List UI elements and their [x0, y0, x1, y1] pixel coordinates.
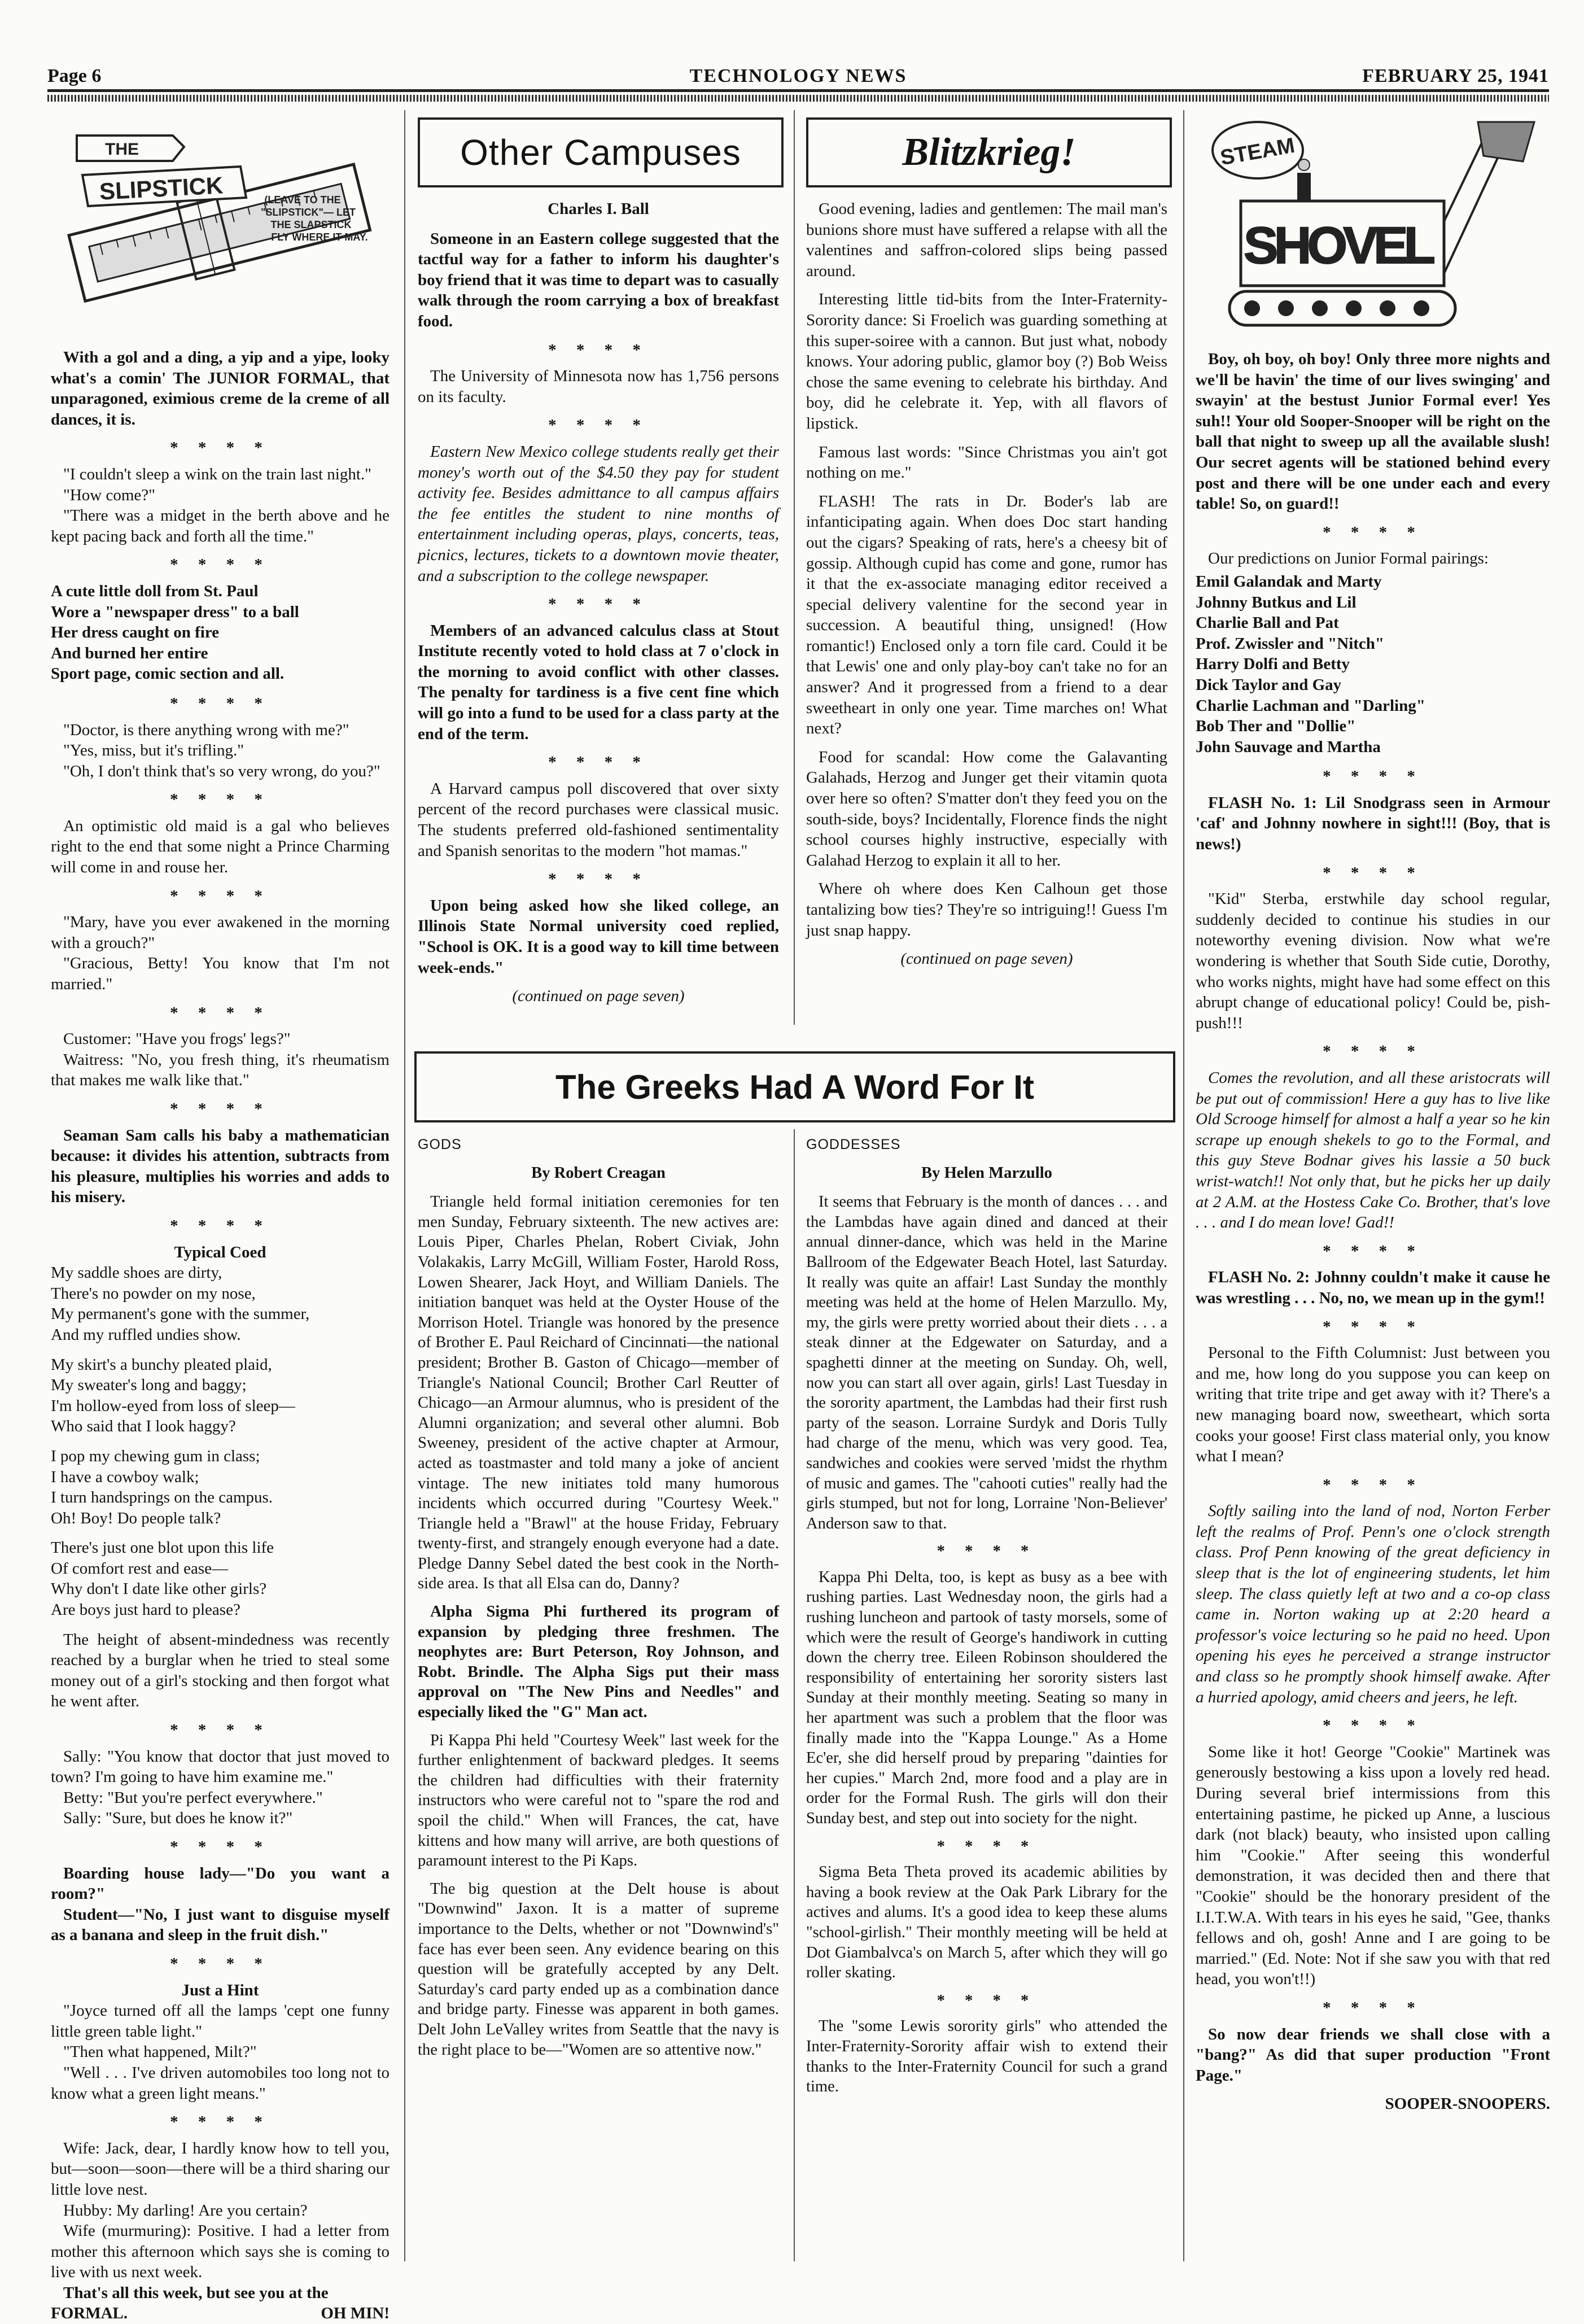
- joke: "Well . . . I've driven automobiles too long not to know what a green light means.": [51, 2063, 390, 2103]
- verse-line: Of comfort rest and ease—: [51, 1559, 229, 1578]
- separator-stars: * * * *: [170, 790, 270, 809]
- pairing: Dick Taylor and Gay: [1196, 675, 1342, 694]
- verse-line: A cute little doll from St. Paul: [51, 582, 259, 600]
- joke: "Doctor, is there anything wrong with me?": [63, 720, 349, 739]
- gossip-item: Our predictions on Junior Formal pairings:: [1208, 549, 1489, 568]
- joke: Betty: "But you're perfect everywhere.": [63, 1788, 323, 1807]
- goddesses-column: [806, 1135, 1167, 2105]
- news-item: The University of Minnesota now has 1,756 persons on its faculty.: [418, 367, 779, 406]
- verse-line: And burned her entire: [51, 644, 208, 662]
- other-campuses-title-box: [418, 117, 784, 187]
- column-divider: [404, 110, 405, 2261]
- slipstick-column: [51, 347, 390, 2324]
- gossip-item: FLASH No. 1: Lil Snodgrass seen in Armour 'caf' and Johnny nowhere in sight!!! (Boy, that is news!): [1196, 793, 1550, 854]
- separator-stars: * * * *: [548, 595, 649, 614]
- continuation-note: (continued on page seven): [900, 950, 1073, 968]
- separator-stars: * * * *: [1323, 1242, 1423, 1260]
- header-hatch-rule: [47, 95, 1549, 102]
- footer-left: FORMAL.: [51, 2304, 128, 2323]
- gossip-item: Famous last words: "Since Christmas you ain't got nothing on me.": [806, 443, 1167, 482]
- gods-column: [418, 1135, 779, 2068]
- byline: Charles I. Ball: [548, 200, 649, 218]
- verse-line: My saddle shoes are dirty,: [51, 1264, 222, 1282]
- joke: "Yes, miss, but it's trifling.": [63, 741, 244, 760]
- verse-line: Wore a "newspaper dress" to a ball: [51, 602, 299, 621]
- issue-date: FEBRUARY 25, 1941: [1362, 65, 1549, 86]
- poem-stanza: [51, 1446, 390, 1528]
- verse-line: My permanent's gone with the summer,: [51, 1305, 310, 1323]
- gossip-item: Softly sailing into the land of nod, Norton Ferber left the realms of Prof. Penn's one o'clock strength class. Prof Penn knowing of the great deficiency in sleep that is the lot of engineering students, let him sleep. The class quietly left at two and a co-op class came in. Norton waking up at 2:20 heard a professor's voice lecturing so he paid no heed. Upon opening his eyes he perceived a strange instructor and class so he promptly shook himself awake. After a hurried apology, amid cheers and jeers, he left.: [1196, 1502, 1550, 1706]
- column-divider: [794, 110, 795, 1025]
- separator-stars: * * * *: [937, 1837, 1037, 1855]
- sorority-news: Kappa Phi Delta, too, is kept as busy as a bee with rushing parties. Last Wednesday noon, the girls had a rushing luncheon and partook of tasty morsels, some of which were the result of George's handiwork in cutting down the cherry tree. Eileen Robinson shouldered the responsibility of entertaining her sorority sisters last Sunday at their monthly meeting. Seating so many in her apartment was such a problem that the floor was finally made into the "Kappa Lounge." As a Home Ec'er, she did herself proud by preparing "dainties for her cupies." March 2nd, more food and a play are in order for the Formal Rush. The girls will don their Sunday best, and step out into society for the night.: [806, 1568, 1167, 1827]
- sign-off: That's all this week, but see you at the: [63, 2283, 329, 2302]
- subsection-heading: GODS: [418, 1137, 462, 1152]
- separator-stars: * * * *: [170, 556, 270, 574]
- steam-shovel-logo: [1196, 111, 1546, 342]
- separator-stars: * * * *: [1323, 767, 1423, 786]
- separator-stars: * * * *: [1323, 1475, 1423, 1494]
- separator-stars: * * * *: [1323, 1998, 1423, 2017]
- pairing: Johnny Butkus and Lil: [1196, 593, 1357, 611]
- sorority-news: Sigma Beta Theta proved its academic abilities by having a book review at the Oak Park Library for the actives and alums. It's a good idea to keep these alums "school-girlish." Their monthly meeting will be held at Dot Giambalvca's on March 5, after which they will go roller skating.: [806, 1863, 1167, 1982]
- separator-stars: * * * *: [170, 1003, 270, 1022]
- blitzkrieg-title-box: [806, 117, 1172, 187]
- joke-title: Just a Hint: [181, 1981, 259, 1999]
- steam-shovel-column: [1196, 349, 1550, 2115]
- pairing: Harry Dolfi and Betty: [1196, 655, 1350, 674]
- separator-stars: * * * *: [170, 1721, 270, 1740]
- joke: Sally: "You know that doctor that just moved to town? I'm going to have him examine me.": [51, 1747, 390, 1786]
- separator-stars: * * * *: [170, 1954, 270, 1973]
- greeks-title-box: [414, 1051, 1175, 1122]
- pairing: Prof. Zwissler and "Nitch": [1196, 634, 1385, 653]
- verse-line: And my ruffled undies show.: [51, 1325, 241, 1344]
- verse-line: Sport page, comic section and all.: [51, 665, 285, 683]
- gossip-item: FLASH! The rats in Dr. Boder's lab are infanticipating again. When does Doc start handing out the cigars? Speaking of rats, here's a cheesy bit of gossip. Although cupid has come and gone, rumor has it that the ex-associate managing editor received a special delivery valentine for the second year in succession. A beautiful thing, unsigned! (How romantic!) Enclosed only a torn file card. Could it be that Lewis' one and only play-boy can't take no for an answer? And it progressed from a friend to a dear sweetheart in only one year. Time marches on! What next?: [806, 492, 1167, 738]
- separator-stars: * * * *: [170, 886, 270, 905]
- slipstick-logo: [54, 113, 393, 339]
- sorority-news: It seems that February is the month of dances . . . and the Lambdas have again dined and danced at their annual dinner-dance, which was held in the Marine Ballroom of the Edgewater Beach Hotel, last Saturday. It really was quite an affair! Last Sunday the monthly meeting was held at the home of Helen Marzullo. My, my, the girls were pretty worried about their diets . . . a steak dinner at the Edgewater on Saturday, and a spaghetti dinner at the meeting on Sunday. Oh, well, now you can start all over again, girls! Last Tuesday in the sorority apartment, the Lambdas had their first rush party of the season. Lorraine Surdyk and Doris Tully had charge of the menu, which was very good. Tea, sandwiches and cookies were served 'midst the rhythm of music and games. The "cahooti cuties" really had the girls stumped, but not for long, Lorraine 'Non-Believer' Anderson saw to that.: [806, 1193, 1167, 1532]
- news-item: Eastern New Mexico college students really get their money's worth out of the $4.50 they pay for student activity fee. Besides admittance to all campus affairs the fee entitles the student to nine months of entertainment including operas, plays, concerts, teas, picnics, lectures, tickets to a downtown movie theater, and a subscription to the college newspaper.: [418, 442, 779, 585]
- verse-line: Who said that I look haggy?: [51, 1417, 236, 1436]
- pairing: Charlie Ball and Pat: [1196, 614, 1339, 632]
- verse-line: I pop my chewing gum in class;: [51, 1447, 260, 1465]
- separator-stars: * * * *: [1323, 1317, 1423, 1336]
- gossip-item: FLASH No. 2: Johnny couldn't make it cause he was wrestling . . . No, no, we mean up in the gym!!: [1196, 1268, 1550, 1307]
- other-campuses-column: [418, 199, 779, 1007]
- separator-stars: * * * *: [548, 340, 649, 359]
- joke: The height of absent-mindedness was recently reached by a burglar when he tried to steal some money out of a girl's stocking and then forgot what he went after.: [51, 1630, 390, 1711]
- gossip-item: So now dear friends we shall close with a "bang?" As did that super production "Front Page.": [1196, 2025, 1550, 2085]
- gossip-item: Comes the revolution, and all these aristocrats will be put out of commission! Here a guy has to live like Old Scrooge himself for almost a half a year so he kin scrape up enough shekels to go to the Formal, and this guy Steve Bodnar gives his lassie a 50 buck wrist-watch!! Not only that, but he picks her up daily at 2 A.M. at the Hostess Cake Co. Brother, that's love . . . and I do mean love! Gad!!: [1196, 1069, 1550, 1232]
- separator-stars: * * * *: [170, 2113, 270, 2131]
- pairing: Bob Ther and "Dollie": [1196, 717, 1356, 736]
- verse-line: I turn handsprings on the campus.: [51, 1488, 273, 1507]
- gossip-item: Some like it hot! George "Cookie" Martinek was generously bestowing a kiss upon a lovely red head. During several brief intermissions from this entertaining pastime, he picked up Anne, a luscious dark (not black) beauty, who insisted upon calling him "Cookie." After seeing this wonderful demonstration, it was decided then and there that "Cookie" should be the honorary president of the I.I.T.W.A. With tears in his eyes he said, "Gee, thanks fellows and oh, gosh! Anne and I are going to be married." (Ed. Note: Not if she saw you with that red head, you won't!!): [1196, 1742, 1550, 1989]
- pairings-list: [1196, 571, 1550, 757]
- separator-stars: * * * *: [548, 753, 649, 772]
- verse-line: I'm hollow-eyed from loss of sleep—: [51, 1396, 295, 1415]
- svg-text:THE: THE: [105, 140, 139, 159]
- verse-line: There's no powder on my nose,: [51, 1284, 256, 1303]
- poem-stanza: [51, 1355, 390, 1437]
- poem-stanza: [51, 1263, 390, 1345]
- column-divider: [1183, 110, 1184, 2261]
- svg-text:SHOVEL: SHOVEL: [1244, 217, 1436, 274]
- separator-stars: * * * *: [1323, 863, 1423, 882]
- fraternity-news: The big question at the Delt house is about "Downwind" Jaxon. It is a matter of supreme importance to the Delts, whether or not "Downwind's" face has ever been seen. Any evidence bearing on this question will be gratefully accepted by any Delt. Saturday's card party ended up as a combination dance and bridge party. Finesse was apparent in both games. Delt John LeValley writes from Seattle that the navy is the right place to be—"Women are so attentive now.": [418, 1880, 779, 2059]
- joke: Customer: "Have you frogs' legs?": [63, 1030, 291, 1049]
- verse-line: Why don't I date like other girls?: [51, 1580, 267, 1598]
- gossip-item: Interesting little tid-bits from the Inter-Fraternity-Sorority dance: Si Froelich was guarding something at this super-soiree with a cannon. But just what, nobody knows. Your adoring public, glamor boy (?) Bob Weiss chose the same evening to celebrate his birthday. And boy, did he celebrate it. Yep, with all flavors of lipstick.: [806, 290, 1167, 433]
- section-title: The Greeks Had A Word For It: [555, 1068, 1034, 1106]
- joke: "Joyce turned off all the lamps 'cept one funny little green table light.": [51, 2002, 390, 2041]
- svg-text:THE SLAPSTICK: THE SLAPSTICK: [270, 219, 352, 230]
- joke: "Mary, have you ever awakened in the morning with a grouch?": [51, 913, 390, 952]
- news-item: Members of an advanced calculus class at Stout Institute recently voted to hold class at 7 o'clock in the morning to avoid conflict with other classes. The penalty for tardiness is a five cent fine which will go into a fund to be used for a class party at the end of the term.: [418, 621, 779, 743]
- pairing: Charlie Lachman and "Darling": [1196, 696, 1425, 715]
- byline: By Helen Marzullo: [921, 1164, 1052, 1182]
- separator-stars: * * * *: [1323, 1716, 1423, 1735]
- news-item: Someone in an Eastern college suggested that the tactful way for a father to inform his daughter's boy friend that it was time to depart was to casually walk through the room carrying a box of breakfast food.: [418, 229, 779, 330]
- continuation-note: (continued on page seven): [512, 987, 685, 1006]
- joke: An optimistic old maid is a gal who believes right to the end that some night a Prince Charming will come in and rouse her.: [51, 816, 390, 877]
- column-signature: SOOPER-SNOOPERS.: [1385, 2095, 1550, 2113]
- column-footer: [51, 2303, 390, 2324]
- verse-line: Her dress caught on fire: [51, 623, 220, 642]
- joke: Wife: Jack, dear, I hardly know how to tell you, but—soon—soon—there will be a third sharing our little love nest.: [51, 2139, 390, 2199]
- separator-stars: * * * *: [170, 1216, 270, 1235]
- joke: Hubby: My darling! Are you certain?: [63, 2201, 308, 2220]
- separator-stars: * * * *: [937, 1543, 1037, 1561]
- separator-stars: * * * *: [170, 1100, 270, 1118]
- page-number: Page 6: [47, 65, 102, 86]
- joke: "Gracious, Betty! You know that I'm not married.": [51, 954, 390, 994]
- separator-stars: * * * *: [937, 1991, 1037, 2010]
- separator-stars: * * * *: [1323, 1042, 1423, 1061]
- svg-text:STEAM: STEAM: [1218, 133, 1297, 171]
- separator-stars: * * * *: [170, 694, 270, 713]
- joke: Sally: "Sure, but does he know it?": [63, 1809, 293, 1828]
- sorority-news: The "some Lewis sorority girls" who attended the Inter-Fraternity-Sorority affair wish to extend their thanks to the Inter-Fraternity Council for such a grand time.: [806, 2017, 1167, 2096]
- slipstick-intro: With a gol and a ding, a yip and a yipe, looky what's a comin' The JUNIOR FORMAL, that unparagoned, eximious creme de la creme of all dances, it is.: [51, 348, 390, 429]
- svg-text:(LEAVE TO THE: (LEAVE TO THE: [264, 194, 341, 206]
- joke: Wife (murmuring): Positive. I had a letter from mother this afternoon which says she is coming to live with us next week.: [51, 2222, 390, 2282]
- verse-line: There's just one blot upon this life: [51, 1539, 274, 1557]
- verse-line: I have a cowboy walk;: [51, 1467, 199, 1486]
- section-title: Blitzkrieg!: [902, 130, 1076, 174]
- separator-stars: * * * *: [170, 439, 270, 457]
- joke: "I couldn't sleep a wink on the train last night.": [63, 465, 371, 483]
- svg-text:SLIPSTICK: SLIPSTICK: [98, 172, 224, 205]
- joke: Boarding house lady—"Do you want a room?": [51, 1864, 390, 1903]
- fraternity-news: Triangle held formal initiation ceremonies for ten men Sunday, February sixteenth. The new actives are: Louis Piper, Charles Phelan, Robert Civiak, John Volakakis, Larry McGill, William Foster, Harold Ross, Lowen Shearer, Jack Hoyt, and William Daniels. The initiation banquet was held at the Oyster House of the Morrison Hotel. Triangle was honored by the presence of Brother E. Paul Reichard of Cincinnati—the national president; Brother B. Gaston of Chicago—member of Triangle's National Council; Brother Carl Reutter of Chicago—an Armour alumnus, who is president of the Alumni organization; and several other alumni. Bob Sweeney, president of the active chapter at Armour, acted as toastmaster and told many a joke of ancient vintage. The new initiates told many humorous incidents which occurred during "Courtesy Week." Triangle held a "Brawl" at the house Friday, February twenty-first, and strangely enough everyone had a date. Pledge Danny Sebel dated the best cook in the North-side area. Is that all Elsa can do, Danny?: [418, 1193, 779, 1593]
- footer-right: OH MIN!: [321, 2304, 390, 2323]
- poem-title: Typical Coed: [174, 1243, 266, 1261]
- joke: "Then what happened, Milt?": [63, 2043, 257, 2061]
- separator-stars: * * * *: [170, 1838, 270, 1856]
- joke: "How come?": [63, 486, 155, 504]
- gossip-item: "Kid" Sterba, erstwhile day school regular, suddenly decided to continue his studies in our noteworthy evening division. Now what we're wondering is whether that South Side cutie, Dorothy, who works nights, might have had some effect on this abrupt change of educational policy! Could be, pish-push!!!: [1196, 890, 1550, 1032]
- limerick: [51, 581, 390, 684]
- separator-stars: * * * *: [548, 416, 649, 435]
- gossip-item: Good evening, ladies and gentlemen: The mail man's bunions shore must have suffered a relapse with all the valentines and saffron-colored slips being passed around.: [806, 200, 1167, 280]
- column-divider: [794, 1129, 795, 2261]
- byline: By Robert Creagan: [531, 1164, 666, 1182]
- subsection-heading: GODDESSES: [806, 1137, 901, 1152]
- fraternity-news: Alpha Sigma Phi furthered its program of expansion by pledging three freshmen. The neophytes are: Burt Peterson, Roy Johnson, and Robt. Brindle. The Alpha Sigs put their mass approval on "The New Pins and Needles" and especially liked the "G" Man act.: [418, 1603, 779, 1722]
- gossip-item: Boy, oh boy, oh boy! Only three more nights and we'll be havin' the time of our lives swinging' and swayin' at the bestust Junior Formal ever! Yes suh!! Your old Sooper-Snooper will be right on the ball that night to sweep up all the available slush! Our secret agents will be stationed behind every post and there will be one under each and every table! So, on guard!!: [1196, 350, 1550, 513]
- newspaper-name: TECHNOLOGY NEWS: [689, 65, 907, 86]
- fraternity-news: Pi Kappa Phi held "Courtesy Week" last week for the further enlightenment of backward pledges. It seems the children had difficulties with their fraternity instructors who were careful not to "spare the rod and spoil the child." When will Frances, the cat, have kittens and how many will arrive, are both questions of paramount interest to the Pi Kaps.: [418, 1731, 779, 1870]
- joke: "There was a midget in the berth above and he kept pacing back and forth all the time.": [51, 506, 390, 545]
- gossip-item: Where oh where does Ken Calhoun get those tantalizing bow ties? They're so intriguing!! Guess I'm just snap happy.: [806, 880, 1167, 940]
- joke: Seaman Sam calls his baby a mathematician because: it divides his attention, subtracts from his pleasure, multiplies his worries and adds to his misery.: [51, 1126, 390, 1207]
- verse-line: Are boys just hard to please?: [51, 1601, 240, 1619]
- separator-stars: * * * *: [1323, 523, 1423, 541]
- svg-text:FLY WHERE IT MAY.: FLY WHERE IT MAY.: [271, 231, 368, 243]
- verse-line: My sweater's long and baggy;: [51, 1376, 247, 1395]
- gossip-item: Food for scandal: How come the Galavanting Galahads, Herzog and Junger get their vitamin quota over here so often? S'matter don't they feed you on the south-side, boys? Incidentally, Florence finds the night school courses highly instructive, especially with Galahad Herzog to explain it all to her.: [806, 748, 1167, 870]
- separator-stars: * * * *: [548, 870, 649, 889]
- verse-line: My skirt's a bunchy pleated plaid,: [51, 1355, 272, 1374]
- pairing: John Sauvage and Martha: [1196, 737, 1381, 756]
- joke: Student—"No, I just want to disguise myself as a banana and sleep in the fruit dish.": [51, 1905, 390, 1945]
- gossip-item: Personal to the Fifth Columnist: Just between you and me, how long do you suppose you can keep on writing that trite tripe and get away with it? There's a new managing board now, sweetheart, which sorta cooks your goose! First class material only, you know what I mean?: [1196, 1344, 1550, 1466]
- blitzkrieg-column: [806, 199, 1167, 969]
- news-item: Upon being asked how she liked college, an Illinois State Normal university coed replied, "School is OK. It is a good way to kill time between week-ends.": [418, 896, 779, 977]
- poem-stanza: [51, 1537, 390, 1620]
- header-rule: [47, 89, 1549, 92]
- joke: Waitress: "No, you fresh thing, it's rheumatism that makes me walk like that.": [51, 1050, 390, 1090]
- section-title: Other Campuses: [460, 132, 741, 173]
- svg-text:"SLIPSTICK"— LET: "SLIPSTICK"— LET: [260, 207, 356, 218]
- verse-line: Oh! Boy! Do people talk?: [51, 1509, 221, 1527]
- joke: "Oh, I don't think that's so very wrong, do you?": [63, 762, 380, 780]
- news-item: A Harvard campus poll discovered that over sixty percent of the record purchases were classical music. The students preferred old-fashioned sentimentality and Spanish senoritas to the modern "hot mamas.": [418, 779, 779, 860]
- pairing: Emil Galandak and Marty: [1196, 572, 1382, 591]
